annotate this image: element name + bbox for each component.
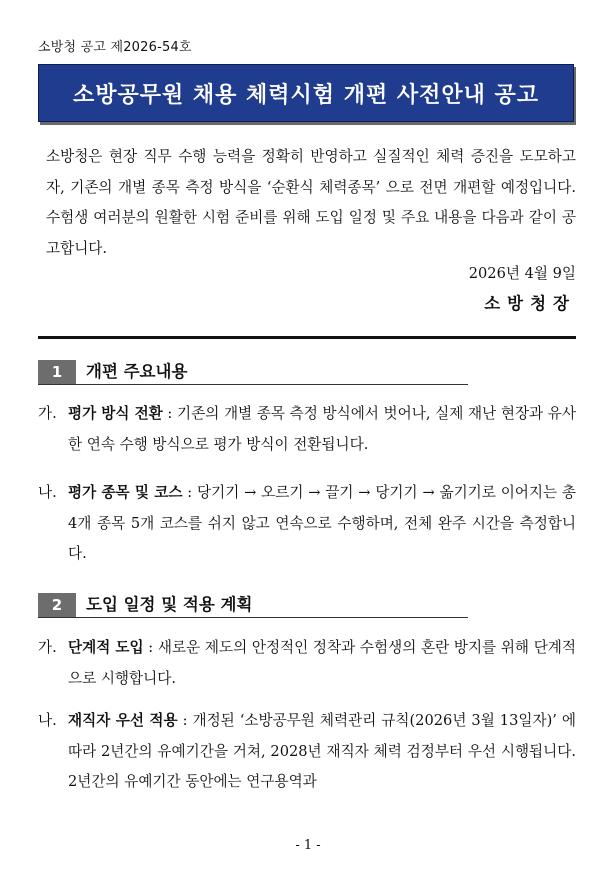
issuer-name: 소방청장 xyxy=(484,294,576,313)
item-marker: 나. xyxy=(38,712,57,729)
section-title: 개편 주요내용 xyxy=(86,362,188,381)
item-marker: 가. xyxy=(38,639,57,656)
item-label: 평가 종목 및 코스 xyxy=(68,484,183,501)
item-label: 재직자 우선 적용 xyxy=(68,712,178,729)
item-label: 단계적 도입 xyxy=(68,639,144,656)
announcement-date: 2026년 4월 9일 xyxy=(468,265,576,282)
item-label: 평가 방식 전환 xyxy=(68,405,163,422)
section-1-heading xyxy=(38,360,468,385)
section-number-badge: 2 xyxy=(38,593,76,617)
item-text: : 개정된 ‘소방공무원 체력관리 규칙(2026년 3월 13일자)’ 에 따라 2년간의 유예기간을 거쳐, 2028년 재직자 체력 검정부터 우선 시행됩니다. 2년간의 유예기간 동안에는 연구용역과 xyxy=(68,712,576,790)
notice-number: 소방청 공고 제2026-54호 xyxy=(38,40,192,55)
section-2-heading xyxy=(38,593,468,618)
list-item xyxy=(38,478,576,570)
list-item xyxy=(38,633,576,694)
list-item xyxy=(38,399,576,460)
item-text: : 기존의 개별 종목 측정 방식에서 벗어나, 실제 재난 현장과 유사한 연속 수행 방식으로 평가 방식이 전환됩니다. xyxy=(68,405,576,453)
section-number-badge: 1 xyxy=(38,360,76,384)
header-divider xyxy=(38,336,576,339)
item-marker: 나. xyxy=(38,484,57,501)
item-marker: 가. xyxy=(38,405,57,422)
intro-paragraph: 소방청은 현장 직무 수행 능력을 정확히 반영하고 실질적인 체력 증진을 도모하고자, 기존의 개별 종목 측정 방식을 ‘순환식 체력종목’ 으로 전면 개편할 예정입니다. 수험생 여러분의 원활한 시험 준비를 위해 도입 일정 및 주요 내용을 다음과 같이 공고합니다. xyxy=(46,148,576,257)
page-number: - 1 - xyxy=(295,838,321,853)
section-title: 도입 일정 및 적용 계획 xyxy=(86,595,253,614)
list-item xyxy=(38,706,576,798)
item-text: : 새로운 제도의 안정적인 정착과 수험생의 혼란 방지를 위해 단계적으로 시행합니다. xyxy=(68,639,576,687)
item-text: : 당기기 → 오르기 → 끌기 → 당기기 → 옮기기로 이어지는 총 4개 종목 5개 코스를 쉬지 않고 연속으로 수행하며, 전체 완주 시간을 측정합니다. xyxy=(68,484,576,562)
title-banner xyxy=(38,64,574,122)
document-title: 소방공무원 채용 체력시험 개편 사전안내 공고 xyxy=(72,82,540,108)
